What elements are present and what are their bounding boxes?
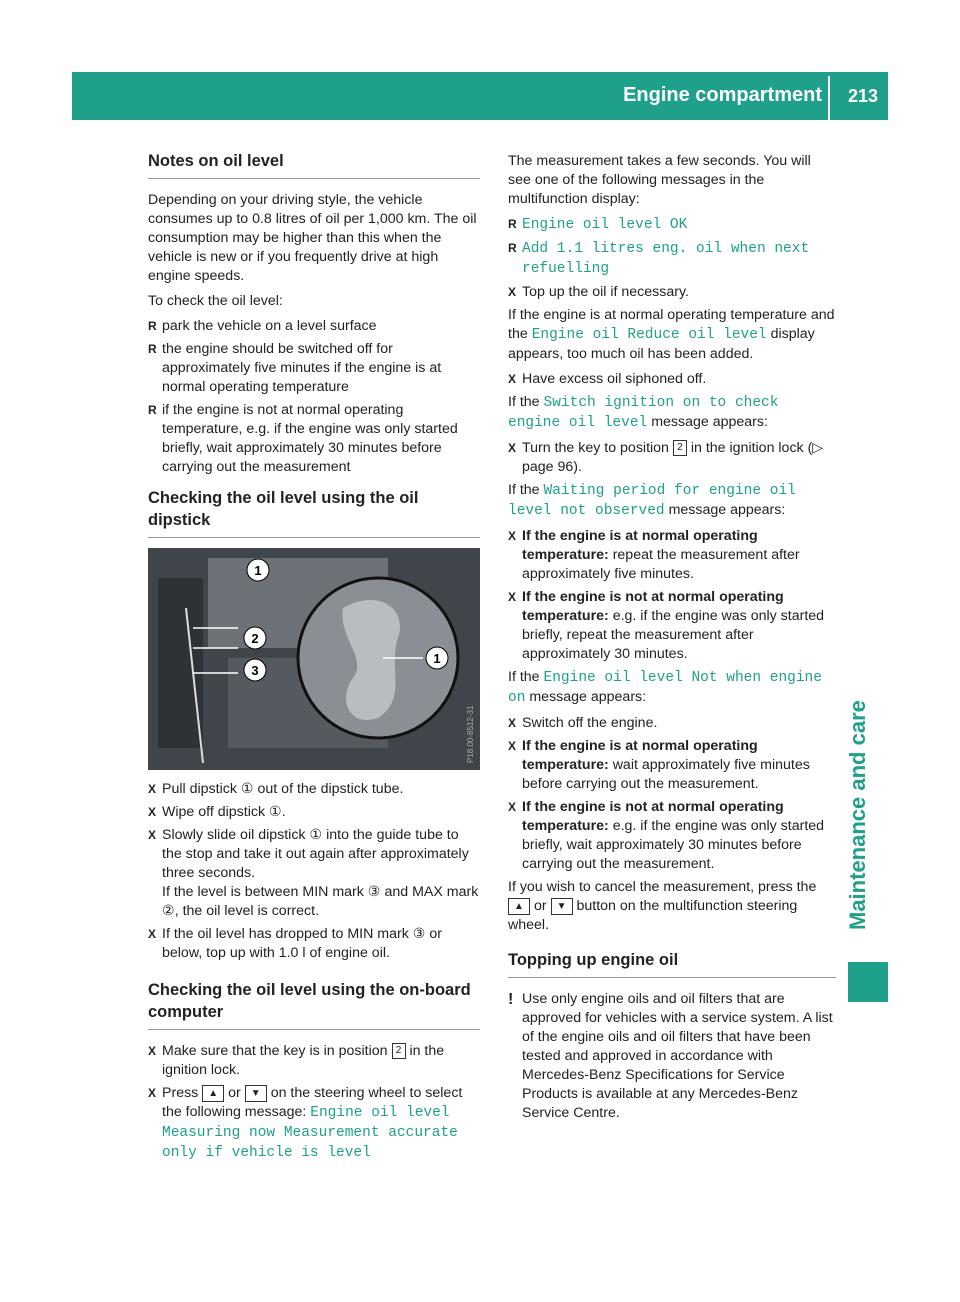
step-text: in the ignition lock. xyxy=(162,1043,445,1078)
step-item xyxy=(148,1084,480,1163)
step-item: X Switch off the engine. xyxy=(508,714,836,733)
display-message: Switch ignition on to check engine oil level xyxy=(508,395,779,431)
warning-icon: ! xyxy=(508,991,514,1008)
measurement-intro: The measurement takes a few seconds. You will see one of the following messages in the multifunction display: xyxy=(508,153,811,207)
check-intro: To check the oil level: xyxy=(148,293,283,309)
step-text: Make sure that the key is in position xyxy=(162,1043,388,1059)
step-item: X Wipe off dipstick ①. xyxy=(148,803,480,822)
arrow-down-key-icon: ▼ xyxy=(245,1085,267,1102)
step-text: on the steering wheel to select the following message: xyxy=(162,1085,463,1120)
paragraph: If you wish to cancel the measurement, press the ▲ or ▼ button on the multifunction steering wheel. xyxy=(508,879,817,933)
page-number: 213 xyxy=(847,86,878,106)
svg-text:2: 2 xyxy=(251,631,259,646)
chapter-marker xyxy=(848,962,888,1002)
step-item: X Have excess oil siphoned off. xyxy=(508,370,836,389)
step-item: X Slowly slide oil dipstick ① into the guide tube to the stop and take it out again after approximately three seconds. xyxy=(148,826,480,883)
step-item: X If the oil level has dropped to MIN mark ③ or below, top up with 1.0 l of engine oil. xyxy=(148,925,480,963)
engine-illustration xyxy=(148,548,480,770)
notes-paragraph: Depending on your driving style, the vehicle consumes up to 0.8 litres of oil per 1,000 km. The oil consumption may be higher than this when the vehicle is new or if you frequently drive at high engine speeds. xyxy=(148,192,477,284)
list-item: R if the engine is not at normal operating temperature, e.g. if the engine was only started briefly, wait approximately 30 minutes before carrying out the measurement xyxy=(148,401,480,477)
display-message: Waiting period for engine oil level not observed xyxy=(508,483,796,519)
heading-onboard: Checking the oil level using the on-board computer xyxy=(148,979,480,1030)
list-item xyxy=(508,215,836,235)
chapter-label: Maintenance and care xyxy=(845,700,870,930)
step-item xyxy=(148,1042,480,1080)
step-item: X Turn the key to position 2 in the ignition lock (▷ page 96). xyxy=(508,439,836,477)
warning-text: Use only engine oils and oil filters that are approved for vehicles with a service system. A list of the engine oils and oil filters that have been tested and approved in accordance with Mercedes-Benz Specifications for Service Products is available at any Mercedes-Benz Service Centre. xyxy=(522,991,833,1121)
photo-code: P18.00-8512-31 xyxy=(466,705,475,763)
display-message: Engine oil Reduce oil level xyxy=(531,327,767,343)
step-item: X Top up the oil if necessary. xyxy=(508,283,836,302)
step-text: or xyxy=(228,1085,241,1101)
list-item xyxy=(508,239,836,279)
paragraph: If the engine is at normal operating temperature and the Engine oil Reduce oil level display appears, too much oil has been added. xyxy=(508,307,835,362)
list-item: R park the vehicle on a level surface xyxy=(148,317,480,336)
svg-text:1: 1 xyxy=(254,563,262,578)
paragraph: If the Switch ignition on to check engine oil level message appears: xyxy=(508,394,779,431)
list-item: R the engine should be switched off for approximately five minutes if the engine is at normal operating temperature xyxy=(148,340,480,397)
step-text: Press xyxy=(162,1085,199,1101)
left-column xyxy=(148,150,480,1167)
step-note: If the level is between MIN mark ③ and MAX mark ②, the oil level is correct. xyxy=(162,884,479,919)
heading-dipstick: Checking the oil level using the oil dipstick xyxy=(148,487,480,538)
engine-photo xyxy=(148,548,480,770)
section-title: Engine compartment xyxy=(623,84,822,106)
display-message: Engine oil level OK xyxy=(522,217,688,233)
warning-note xyxy=(508,990,836,1123)
header-divider xyxy=(828,76,830,120)
paragraph: If the Waiting period for engine oil level not observed message appears: xyxy=(508,482,796,519)
svg-text:3: 3 xyxy=(251,663,259,678)
heading-notes: Notes on oil level xyxy=(148,150,480,179)
display-message: Add 1.1 litres eng. oil when next refuelling xyxy=(522,241,810,277)
paragraph: If the Engine oil level Not when engine on message appears: xyxy=(508,669,822,706)
key-position-2-icon: 2 xyxy=(392,1043,406,1059)
step-item: X If the engine is not at normal operating temperature: e.g. if the engine was only started briefly, wait approximately 30 minutes before carrying out the measurement. xyxy=(508,798,836,874)
step-item: X If the engine is at normal operating temperature: wait approximately five minutes before carrying out the measurement. xyxy=(508,737,836,794)
arrow-up-key-icon: ▲ xyxy=(508,898,530,915)
step-item: X If the engine is not at normal operating temperature: e.g. if the engine was only started briefly, repeat the measurement after approximately 30 minutes. xyxy=(508,588,836,664)
display-message: Engine oil level Not when engine on xyxy=(508,670,822,706)
heading-topping: Topping up engine oil xyxy=(508,949,836,978)
key-position-2-icon: 2 xyxy=(673,440,687,456)
arrow-up-key-icon: ▲ xyxy=(202,1085,224,1102)
right-column xyxy=(508,152,836,1123)
page-header xyxy=(72,72,888,120)
display-message: Engine oil level Measuring now Measurement accurate only if vehicle is level xyxy=(162,1105,458,1161)
step-item: X Pull dipstick ① out of the dipstick tube. xyxy=(148,780,480,799)
arrow-down-key-icon: ▼ xyxy=(551,898,573,915)
svg-text:1: 1 xyxy=(433,651,441,666)
step-item: X If the engine is at normal operating temperature: repeat the measurement after approximately five minutes. xyxy=(508,527,836,584)
